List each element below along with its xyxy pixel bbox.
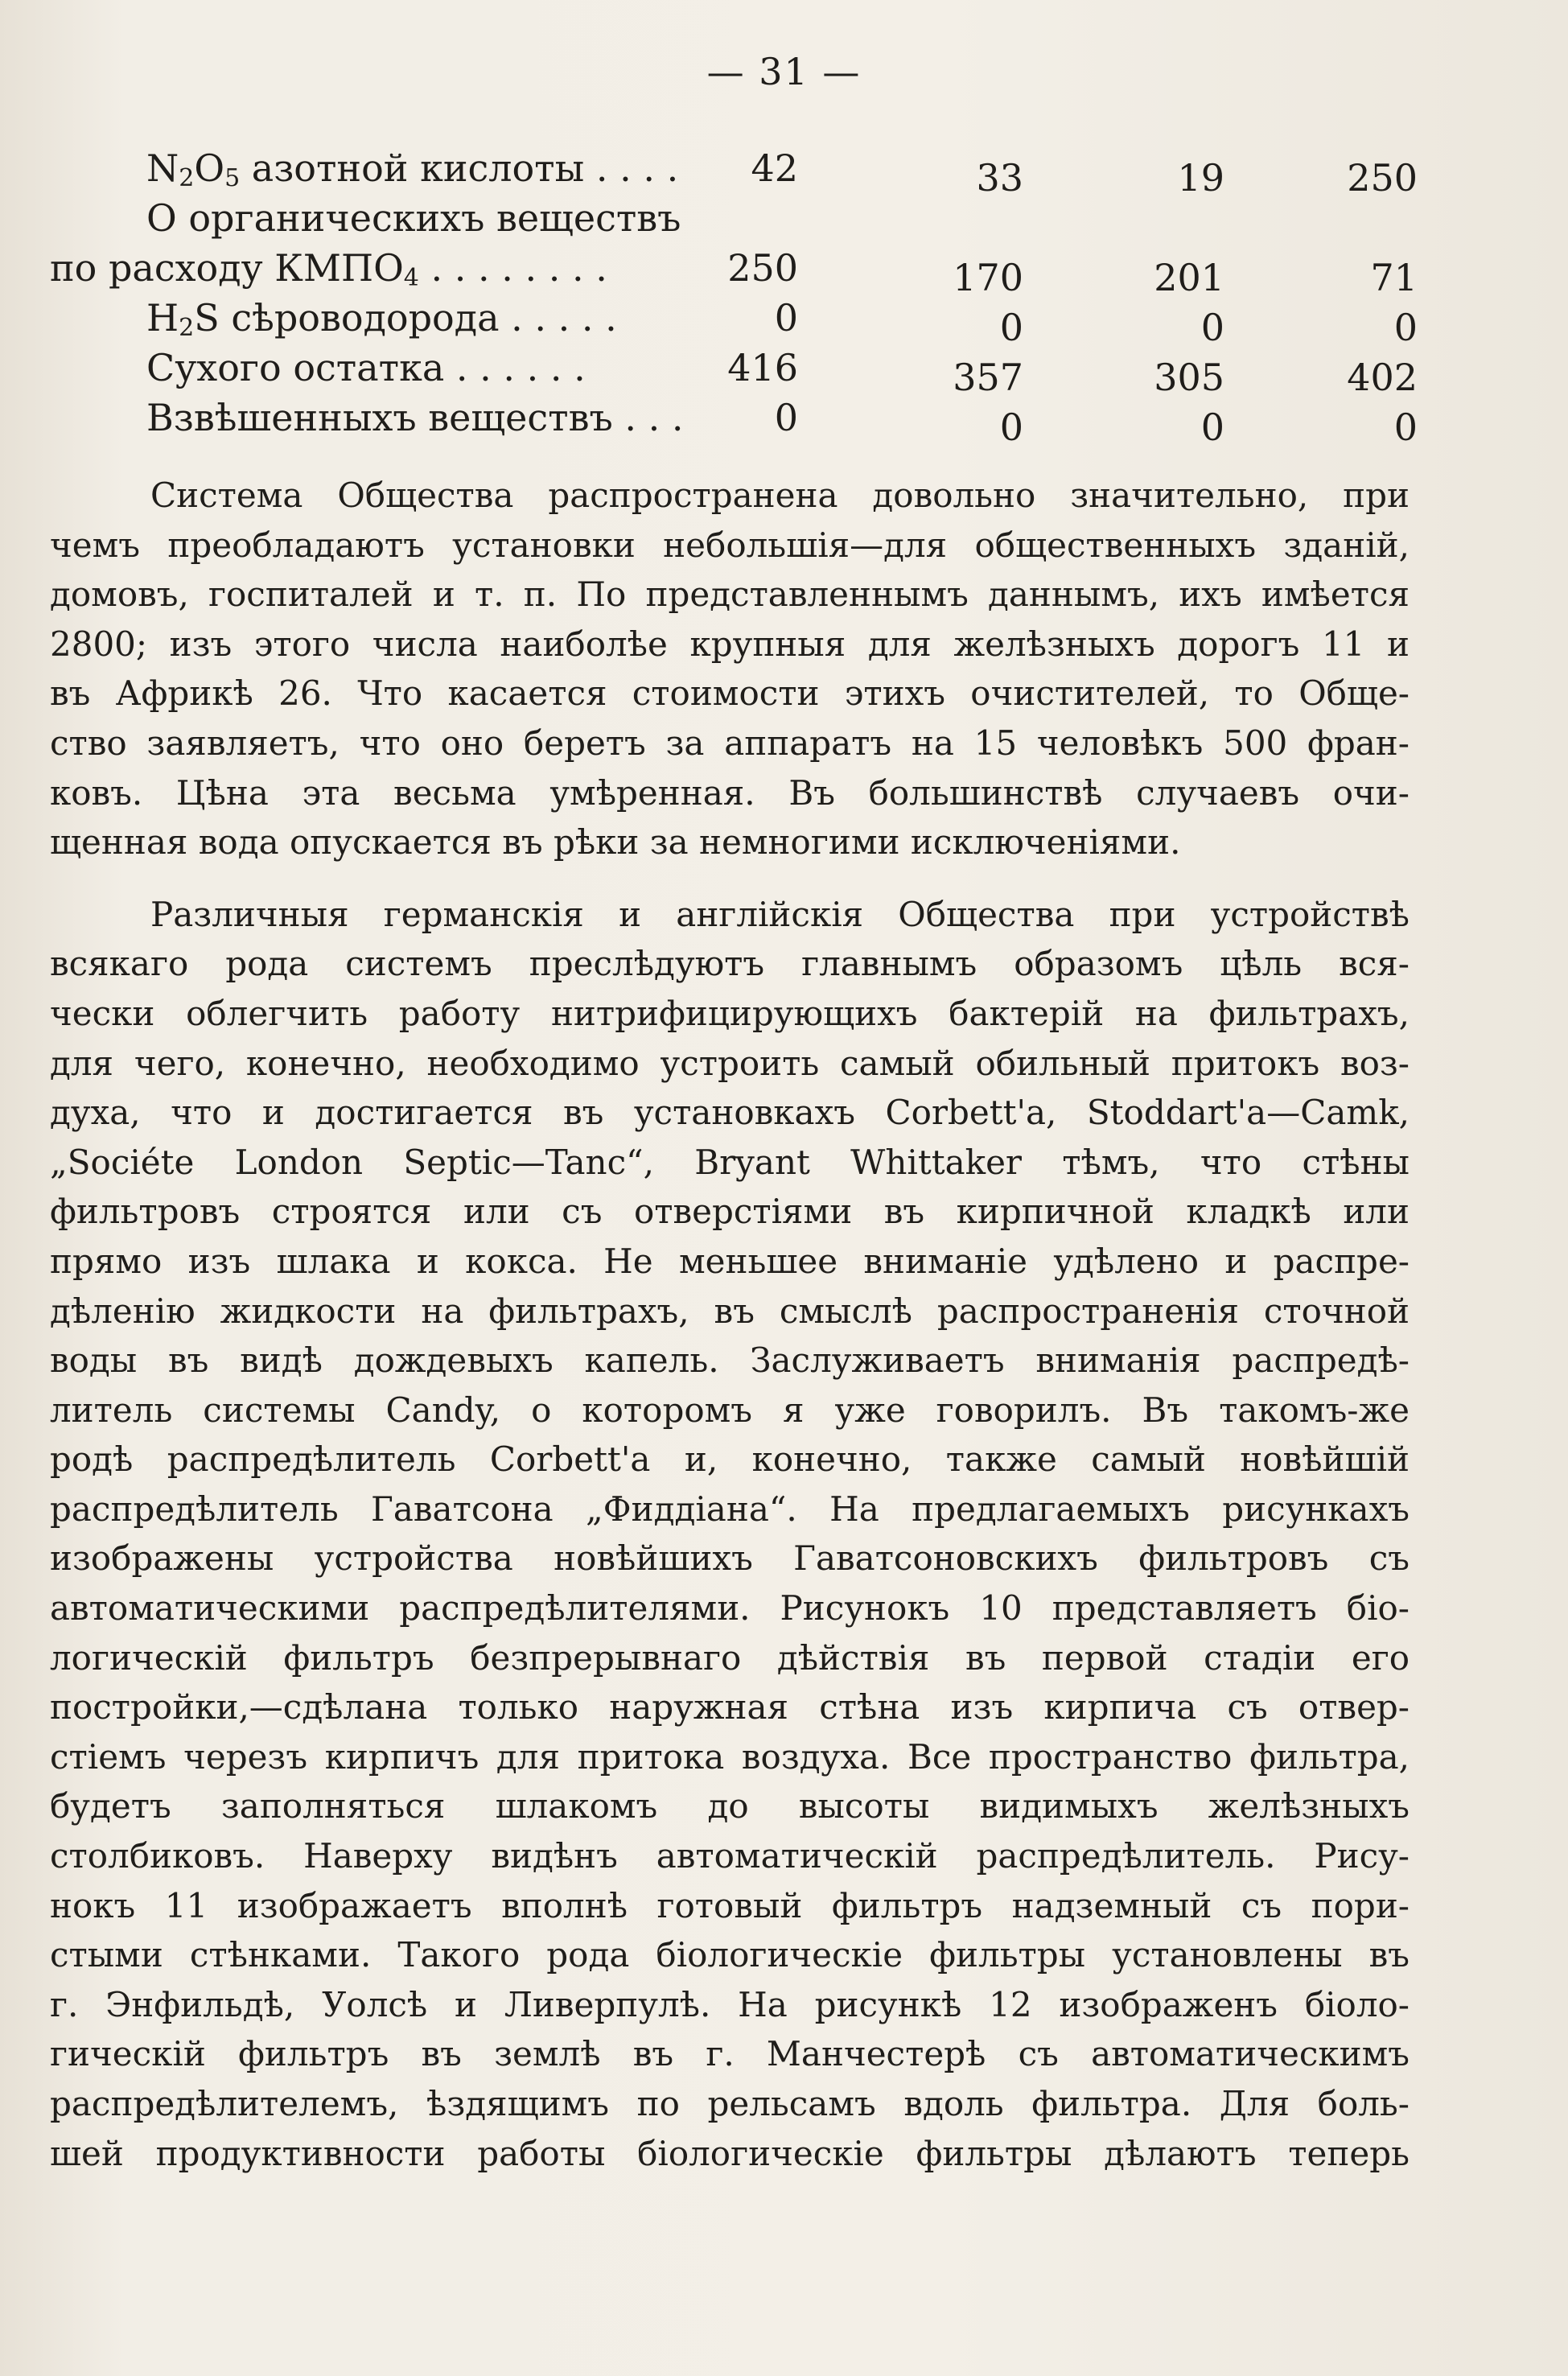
text-line: воды въ видѣ дождевыхъ капель. Заслуживаетъ вниманія распредѣ-	[50, 1340, 1410, 1381]
row-label: $H_2S$ сѣроводорода . . . . .	[146, 296, 617, 342]
text-line: Различныя германскія и англійскія Общества при устройствѣ	[150, 894, 1410, 934]
value-cell: 0	[774, 396, 798, 439]
value-cell: 402	[1347, 356, 1418, 399]
row-label: О органическихъ веществъ	[146, 196, 681, 240]
value-cell: 250	[727, 246, 798, 290]
value-cell: 357	[953, 356, 1023, 399]
text-line: дѣленію жидкости на фильтрахъ, въ смыслѣ распространенія сточной	[50, 1291, 1410, 1331]
paragraph	[50, 471, 1410, 867]
text-line: Система Общества распространена довольно значительно, при	[150, 476, 1410, 515]
value-cell: 0	[1200, 406, 1224, 449]
analysis-row-nitric-acid	[50, 143, 1418, 200]
text-line: гическій фильтръ въ землѣ въ г. Манчестерѣ съ автоматическимъ	[50, 2034, 1410, 2074]
paragraph	[50, 890, 1410, 2178]
text-line: стыми стѣнками. Такого рода біологическіе фильтры установлены въ	[50, 1935, 1410, 1975]
text-line: г. Энфильдѣ, Уолсѣ и Ливерпулѣ. На рисункѣ 12 изображенъ біоло-	[50, 1984, 1410, 2024]
text-line: прямо изъ шлака и кокса. Не меньшее вниманіе удѣлено и распре-	[50, 1241, 1410, 1281]
body-text	[50, 471, 1410, 2178]
row-label: Взвѣшенныхъ веществъ . . .	[146, 396, 684, 439]
row-label: Сухого остатка . . . . . .	[146, 346, 586, 389]
text-line: постройки,—сдѣлана только наружная стѣна изъ кирпича съ отвер-	[50, 1687, 1410, 1727]
text-line: въ Африкѣ 26. Что касается стоимости этихъ очистителей, то Обще-	[50, 673, 1410, 714]
value-cell: 42	[751, 146, 798, 190]
text-line: литель системы Candy, о которомъ я уже говорилъ. Въ такомъ-же	[50, 1390, 1410, 1430]
row-label: $N_2O_5$ азотной кислоты . . . .	[146, 146, 679, 192]
analysis-row-organic	[50, 193, 1418, 243]
value-cell: 201	[1154, 256, 1224, 299]
text-line: нокъ 11 изображаетъ вполнѣ готовый фильтръ надземный съ пори-	[50, 1885, 1410, 1925]
text-line: для чего, конечно, необходимо устроить самый обильный притокъ воз-	[50, 1043, 1410, 1083]
analysis-row-suspended	[50, 393, 1418, 449]
page-number: — 31 —	[706, 50, 862, 93]
text-line: стіемъ черезъ кирпичъ для притока воздуха. Все пространство фильтра,	[50, 1736, 1410, 1777]
text-line: распредѣлитель Гаватсона „Фиддіана“. На предлагаемыхъ рисункахъ	[50, 1489, 1410, 1529]
text-line: автоматическими распредѣлителями. Рисунокъ 10 представляетъ біо-	[50, 1588, 1410, 1629]
text-line: логическій фильтръ безпрерывнаго дѣйствія въ первой стадіи его	[50, 1637, 1410, 1678]
text-line: фильтровъ строятся или съ отверстіями въ кирпичной кладкѣ или	[50, 1192, 1410, 1232]
value-cell: 0	[774, 296, 798, 340]
value-cell: 19	[1177, 156, 1224, 200]
text-line: шей продуктивности работы біологическіе фильтры дѣлаютъ теперь	[50, 2133, 1410, 2173]
text-line: „Sociéte London Septic—Tanc“, Bryant Whittaker тѣмъ, что стѣны	[50, 1142, 1410, 1182]
value-cell: 71	[1370, 256, 1418, 299]
analysis-row-h2s	[50, 293, 1418, 349]
text-line: чески облегчить работу нитрифицирующихъ бактерій на фильтрахъ,	[50, 993, 1410, 1033]
text-line: ковъ. Цѣна эта весьма умѣренная. Въ большинствѣ случаевъ очи-	[50, 772, 1410, 813]
value-cell: 0	[1393, 406, 1418, 449]
analysis-row-kmno4	[50, 243, 1418, 299]
text-line: духа, что и достигается въ установкахъ Corbett'a, Stoddart'a—Camk,	[50, 1093, 1410, 1133]
value-cell: 170	[953, 256, 1023, 299]
value-cell: 305	[1154, 356, 1224, 399]
text-line: 2800; изъ этого числа наиболѣе крупныя для желѣзныхъ дорогъ 11 и	[50, 624, 1410, 664]
text-line: чемъ преобладаютъ установки небольшія—для общественныхъ зданій,	[50, 525, 1410, 565]
value-cell: 0	[999, 306, 1023, 349]
row-label: по расходу $КМПО_4$ . . . . . . . .	[50, 246, 607, 292]
text-line: всякаго рода системъ преслѣдуютъ главнымъ образомъ цѣль вся-	[50, 944, 1410, 984]
text-line: столбиковъ. Наверху видѣнъ автоматическій распредѣлитель. Рису-	[50, 1836, 1410, 1876]
value-cell: 0	[999, 406, 1023, 449]
value-cell: 0	[1393, 306, 1418, 349]
text-line: изображены устройства новѣйшихъ Гаватсоновскихъ фильтровъ съ	[50, 1538, 1410, 1579]
text-line: ство заявляетъ, что оно беретъ за аппаратъ на 15 человѣкъ 500 фран-	[50, 723, 1410, 763]
analysis-row-dry-residue	[50, 343, 1418, 399]
text-line: распредѣлителемъ, ѣздящимъ по рельсамъ вдоль фильтра. Для боль-	[50, 2084, 1410, 2123]
value-cell: 250	[1347, 156, 1418, 200]
text-line: домовъ, госпиталей и т. п. По представленнымъ даннымъ, ихъ имѣется	[50, 574, 1410, 615]
value-cell: 416	[727, 346, 798, 389]
text-line: будетъ заполняться шлакомъ до высоты видимыхъ желѣзныхъ	[50, 1786, 1410, 1826]
value-cell: 33	[976, 156, 1023, 200]
text-line: щенная вода опускается въ рѣки за немногими исключеніями.	[50, 822, 1181, 863]
text-line: родѣ распредѣлитель Corbett'a и, конечно, также самый новѣйшій	[50, 1439, 1410, 1480]
analysis-table	[50, 143, 1418, 449]
value-cell: 0	[1200, 306, 1224, 349]
